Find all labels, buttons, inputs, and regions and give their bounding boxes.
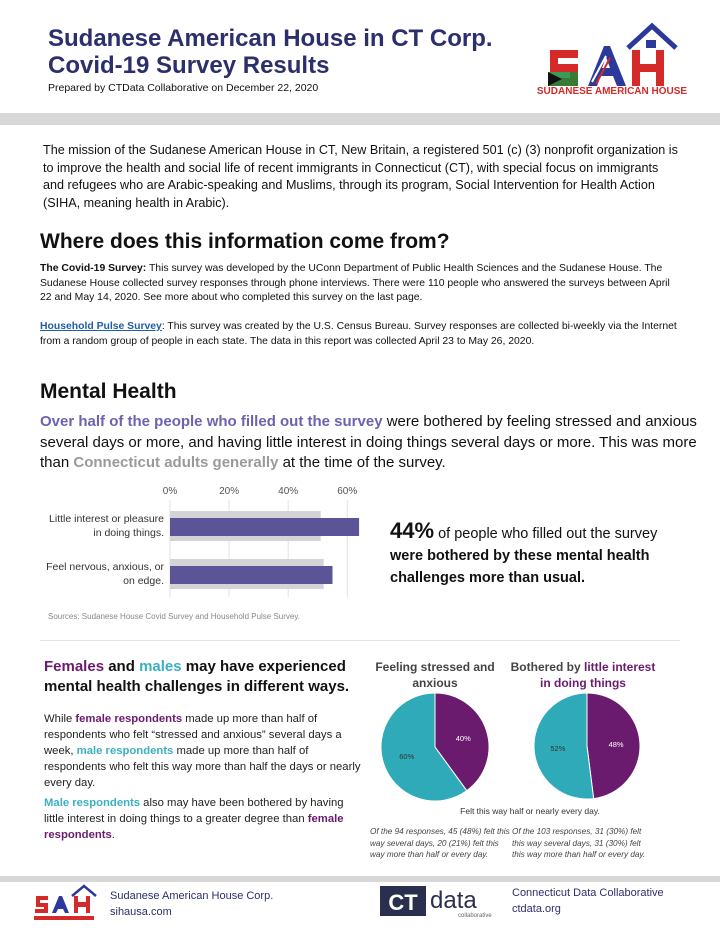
pie-1-note: Of the 94 responses, 45 (48%) felt this way several days, 20 (21%) felt this way more than half or every day. — [370, 827, 510, 859]
category-label: Little interest or pleasure — [49, 513, 164, 525]
p2-female: female respondents — [44, 813, 344, 841]
pie-1-title: Feeling stressed and anxious — [375, 660, 495, 690]
section-divider — [40, 640, 680, 641]
gender-paragraph-2 — [44, 795, 364, 843]
stat-text-1: of people who filled out the survey — [434, 526, 658, 542]
ct-brand-sub: collaborative — [458, 913, 492, 919]
p1-female: female respondents — [75, 713, 183, 725]
category-label: in doing things. — [93, 527, 164, 539]
footer-ct-name: Connecticut Data Collaborative — [512, 887, 664, 899]
x-tick-label: 0% — [162, 486, 178, 497]
ct-brand-data: data — [430, 887, 477, 914]
prepared-by: Prepared by CTData Collaborative on December 22, 2020 — [48, 82, 319, 94]
x-tick-label: 40% — [278, 486, 299, 497]
bar-survey — [170, 566, 333, 584]
where-heading: Where does this information come from? — [40, 230, 450, 253]
x-tick-label: 20% — [219, 486, 240, 497]
pie-2-title-b: little interest in doing things — [540, 660, 656, 690]
covid-survey-description — [40, 262, 680, 306]
heading-males: males — [139, 658, 182, 675]
stat-number: 44% — [390, 518, 435, 543]
stat-callout — [390, 520, 690, 589]
title-line-1: Sudanese American House in CT Corp. — [48, 25, 493, 52]
covid-survey-text: This survey was developed by the UConn Department of Public Health Sciences and the Sudanese House. The Sudanese House collected survey responses through phone interviews. There were 110 people who answered the surveys between April 22 and May 14, 2020. See more about who completed this survey on the last page. — [40, 263, 670, 303]
title-line-2: Covid-19 Survey Results — [48, 52, 330, 79]
page-title — [48, 25, 493, 79]
intro-highlight-survey: Over half of the people who filled out the survey — [40, 413, 383, 430]
ctdata-logo — [380, 884, 504, 920]
pie-slice-label: 48% — [608, 740, 624, 750]
pie-slice-label: 52% — [550, 743, 566, 753]
mental-health-intro — [40, 412, 700, 474]
x-tick-label: 60% — [337, 486, 358, 497]
stressed-anxious-pie-chart — [380, 692, 490, 802]
household-pulse-survey-link[interactable]: Household Pulse Survey — [40, 321, 162, 332]
category-label: on edge. — [123, 575, 164, 587]
intro-middle: were bothered by feeling stressed and anxious several days or more, and having little interest in doing things several days or more. This was more than — [40, 413, 697, 471]
heading-and: and — [104, 658, 140, 675]
p1-part-e: made up more than half of respondents who felt this way more than half the days or nearly every day. — [44, 745, 361, 789]
pulse-survey-text: : This survey was created by the U.S. Census Bureau. Survey responses are collected bi-weekly via the Internet from a random group of people in each state. The data in this report was collected April 23 to May 26, 2020. — [40, 321, 677, 347]
footer-org-name: Sudanese American House Corp. — [110, 890, 274, 902]
pie-caption: Felt this way half or nearly every day. — [460, 806, 600, 816]
category-label: Feel nervous, anxious, or — [46, 561, 164, 573]
stat-text-2: were bothered by these mental health challenges more than usual. — [390, 548, 650, 586]
gender-paragraph-1 — [44, 711, 364, 791]
footer-org-url[interactable]: sihausa.com — [110, 906, 172, 918]
bar-survey — [170, 518, 359, 536]
intro-end: at the time of the survey. — [278, 454, 446, 471]
gender-heading — [44, 657, 374, 697]
little-interest-pie-chart — [533, 692, 641, 800]
footer-divider-band — [0, 876, 720, 882]
chart-sources: Sources: Sudanese House Covid Survey and Household Pulse Survey. — [48, 612, 300, 621]
header-divider-band — [0, 113, 720, 125]
p2-part-d: . — [111, 829, 115, 841]
mission-statement: The mission of the Sudanese American House in CT, New Britain, a registered 501 (c) (3) nonprofit organization is to improve the health and social life of recent immigrants in Connecticut (CT), with special focus on immigrants and refugees who are Arabic-speaking and Muslims, through its program, Social Intervention for Health Action (SIHA, meaning health in Arabic). — [43, 143, 678, 210]
heading-females: Females — [44, 658, 105, 675]
pie-2-note: Of the 103 responses, 31 (30%) felt this way several days, 31 (30%) felt this way more than half or every day. — [512, 827, 646, 859]
mental-health-heading: Mental Health — [40, 380, 177, 403]
pie-slice-label: 40% — [455, 733, 471, 743]
p2-part-b: also may have been bothered by having little interest in doing things to a greater degree than — [44, 797, 344, 825]
p1-male: male respondents — [76, 745, 174, 757]
heading-rest: may have experienced mental health challenges in different ways. — [44, 658, 350, 695]
mental-health-bar-chart — [30, 482, 370, 602]
pie-2-title-a: Bothered by — [510, 660, 584, 674]
pulse-survey-description — [40, 320, 680, 349]
logo-caption: SUDANESE AMERICAN HOUSE — [536, 86, 688, 97]
covid-survey-label: The Covid-19 Survey: — [40, 263, 147, 274]
p2-male: Male respondents — [44, 797, 141, 809]
pie-2-title — [508, 659, 658, 691]
ct-brand-ct: CT — [388, 890, 418, 915]
p1-part-c: made up more than half of respondents who felt “stressed and anxious” several days a week, — [44, 713, 342, 757]
p1-part-a: While — [44, 713, 76, 725]
footer-sudanese-house-logo — [30, 884, 98, 922]
intro-highlight-ct: Connecticut adults generally — [73, 454, 279, 471]
footer-ct-url[interactable]: ctdata.org — [512, 903, 561, 915]
pie-slice-label: 60% — [399, 752, 415, 762]
